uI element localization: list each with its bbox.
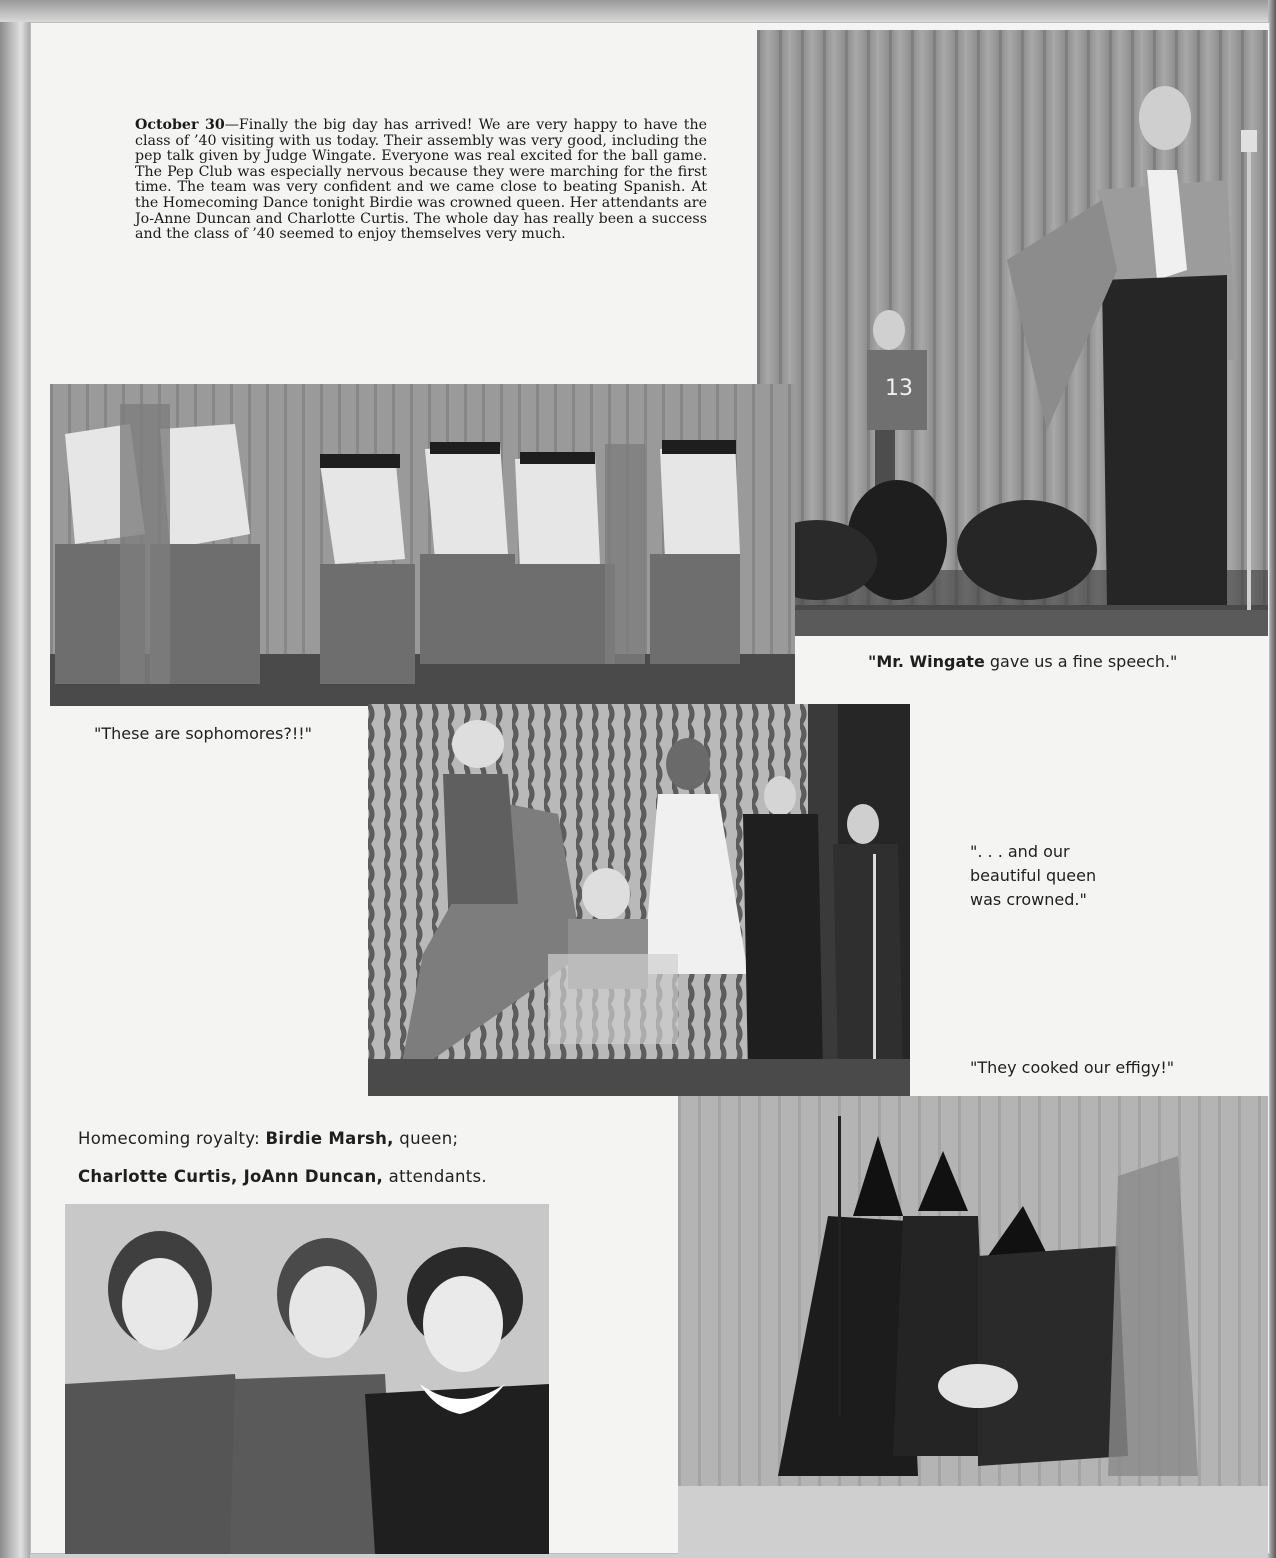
story-text bbox=[135, 118, 707, 243]
queen-caption-line3: was crowned." bbox=[970, 890, 1087, 909]
wingate-caption-rest: gave us a fine speech." bbox=[984, 652, 1178, 671]
royalty-line1 bbox=[78, 1120, 538, 1158]
royalty-attendant-1: Charlotte Curtis, bbox=[78, 1167, 238, 1186]
royalty-portrait-photo bbox=[65, 1204, 549, 1554]
story-body: —Finally the big day has arrived! We are very happy to have the class of ’40 visiting with us today. Their assembly was very good, including the pep talk given by Judge Wingate. Everyone was real excited for the ball game. The Pep Club was especially nervous because they were marching for the first time. The team was very confident and we came close to beating Spanish. At the Homecoming Dance tonight Birdie was crowned queen. Her attendants are Jo-Anne Duncan and Charlotte Curtis. The whole day has really been a success and the class of ’40 seemed to enjoy themselves very much. bbox=[135, 117, 708, 243]
sophomores-photo bbox=[50, 384, 795, 706]
effigy-caption: "They cooked our effigy!" bbox=[970, 1058, 1175, 1077]
puppet-jersey-number: 13 bbox=[885, 376, 913, 401]
wingate-speech-photo bbox=[757, 30, 1268, 636]
effigy-photo bbox=[678, 1096, 1268, 1554]
crowning-photo bbox=[368, 704, 910, 1096]
wingate-caption bbox=[868, 650, 1177, 674]
royalty-caption bbox=[78, 1120, 538, 1196]
page-top-edge bbox=[0, 0, 1276, 22]
queen-caption-line2: beautiful queen bbox=[970, 866, 1097, 885]
book-binding bbox=[0, 0, 30, 1558]
queen-caption bbox=[970, 840, 1096, 912]
wingate-caption-bold: "Mr. Wingate bbox=[868, 652, 985, 671]
royalty-queen-name: Birdie Marsh, bbox=[265, 1129, 394, 1148]
sophomores-caption: "These are sophomores?!!" bbox=[94, 724, 313, 743]
story-dateline: October 30 bbox=[135, 117, 225, 133]
royalty-attendants-word: attendants. bbox=[383, 1167, 487, 1186]
royalty-queen-word: queen; bbox=[393, 1129, 459, 1148]
royalty-attendant-2: JoAnn Duncan, bbox=[237, 1167, 384, 1186]
royalty-line2 bbox=[78, 1158, 538, 1196]
royalty-prefix: Homecoming royalty: bbox=[78, 1129, 266, 1148]
queen-caption-line1: ". . . and our bbox=[970, 842, 1070, 861]
